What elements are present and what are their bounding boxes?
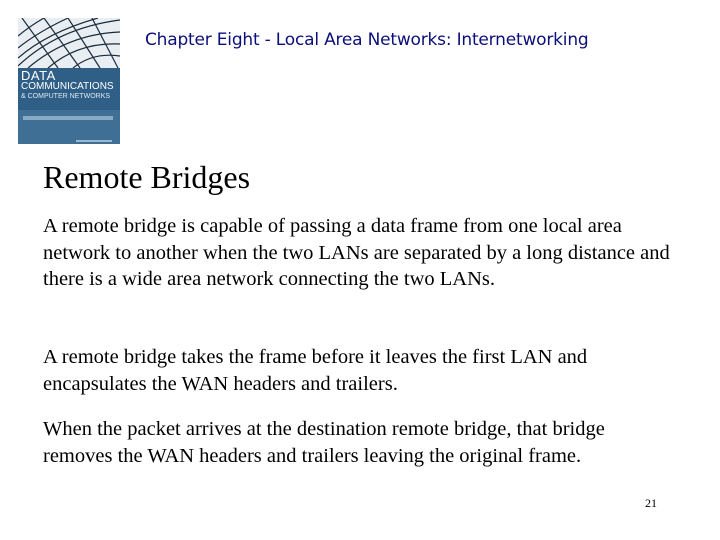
chapter-title: Chapter Eight - Local Area Networks: Internetworking — [145, 30, 589, 50]
book-cover-title-line2: COMMUNICATIONS — [21, 81, 114, 92]
body-paragraph-3: When the packet arrives at the destination remote bridge, that bridge removes the WAN headers and trailers leaving the original frame. — [43, 418, 605, 467]
slide-title: Remote Bridges — [43, 159, 251, 195]
book-cover-title-line1: DATA — [21, 68, 56, 83]
book-cover-author-bar — [76, 140, 112, 142]
body-paragraph-2: A remote bridge takes the frame before it leaves the first LAN and encapsulates the WAN headers and trailers. — [43, 346, 588, 395]
book-cover-title-line3: & COMPUTER NETWORKS — [21, 93, 111, 100]
body-paragraph-1: A remote bridge is capable of passing a data frame from one local area network to another when the two LANs are separated by a long distance and there is a wide area network connecting the two LANs. — [43, 215, 670, 290]
book-cover-subtitle-bar — [23, 116, 113, 120]
book-cover-image — [18, 18, 120, 144]
page-number: 21 — [645, 496, 657, 510]
book-cover-title — [21, 69, 120, 100]
